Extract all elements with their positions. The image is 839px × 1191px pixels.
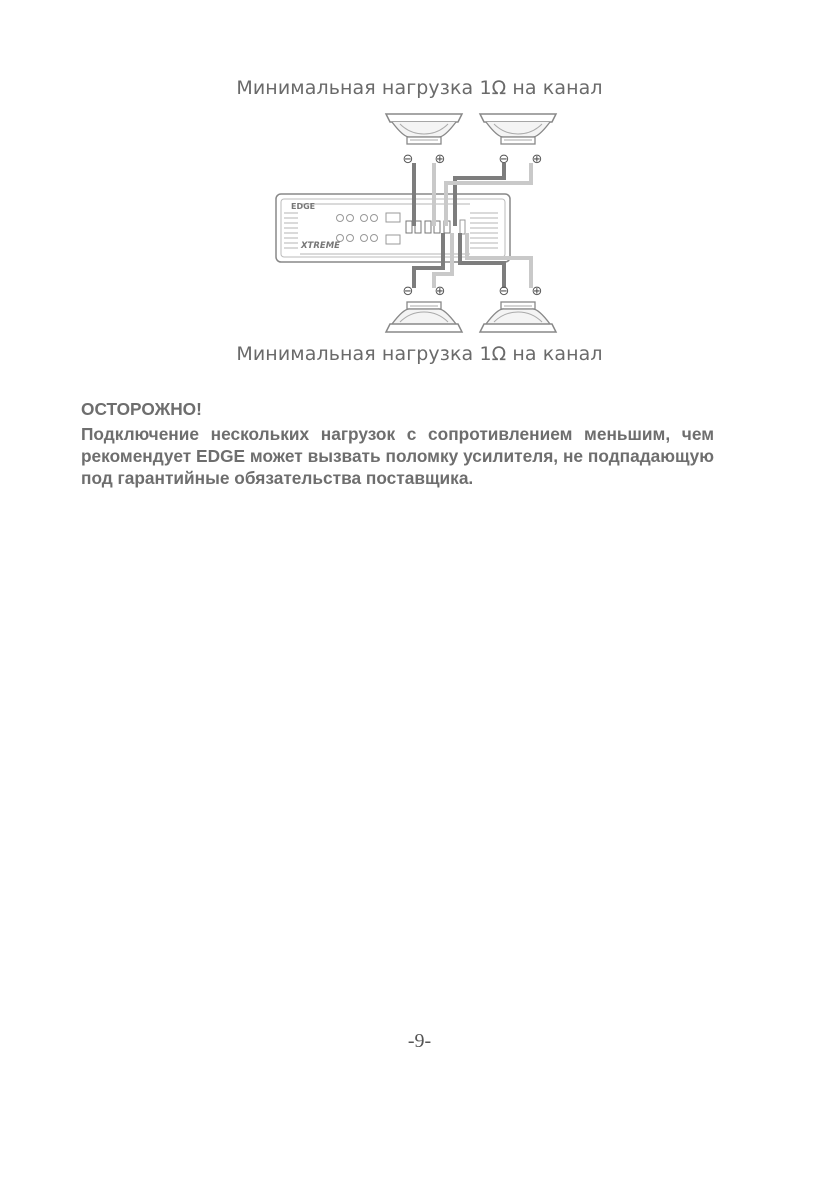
- warning-title: ОСТОРОЖНО!: [81, 399, 202, 419]
- amplifier: [276, 194, 510, 262]
- plus-terminal-icon: ⊕: [531, 152, 543, 167]
- plus-terminal-icon: ⊕: [434, 284, 446, 299]
- minus-terminal-icon: ⊖: [402, 152, 414, 167]
- speaker-bottom-right: [480, 302, 556, 332]
- plus-terminal-icon: ⊕: [434, 152, 446, 167]
- warning-text: Подключение нескольких нагрузок с сопротивлением меньшим, чем рекомендует EDGE может вызвать поломку усилителя, не подпадающую под гарантийные обязательства поставщика.: [81, 424, 714, 488]
- minus-terminal-icon: ⊖: [498, 284, 510, 299]
- minus-terminal-icon: ⊖: [402, 284, 414, 299]
- diagram-caption-bottom: Минимальная нагрузка 1Ω на канал: [236, 343, 603, 365]
- speaker-top-right: [480, 114, 556, 144]
- page-number: -9-: [407, 1030, 432, 1052]
- wiring-diagram: [270, 108, 570, 340]
- speaker-top-left: [386, 114, 462, 144]
- speaker-bottom-left: [386, 302, 462, 332]
- diagram-caption-top: Минимальная нагрузка 1Ω на канал: [236, 77, 603, 99]
- minus-terminal-icon: ⊖: [498, 152, 510, 167]
- plus-terminal-icon: ⊕: [531, 284, 543, 299]
- amplifier-model: XTREME: [301, 241, 340, 251]
- amplifier-brand: EDGE: [291, 202, 316, 211]
